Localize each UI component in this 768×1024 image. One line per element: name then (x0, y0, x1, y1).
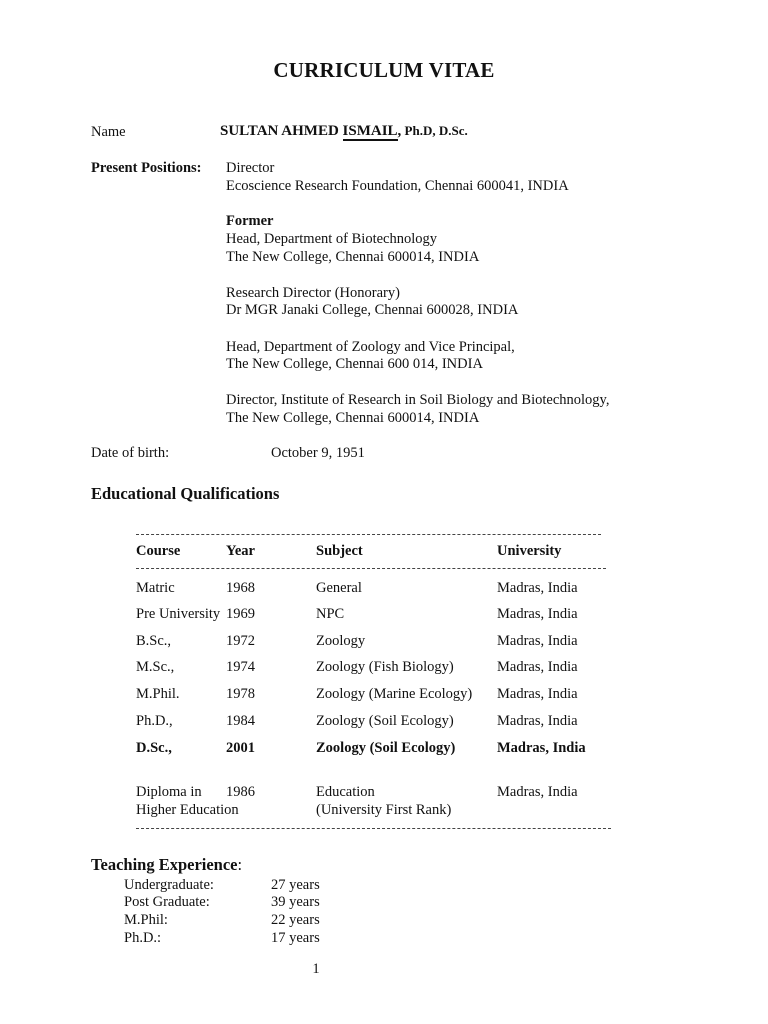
former-position-line1: Research Director (Honorary) (226, 285, 400, 301)
page-title: CURRICULUM VITAE (273, 58, 495, 82)
table-cell-subject: Zoology (Fish Biology) (316, 659, 454, 675)
teaching-level: Undergraduate: (124, 877, 214, 893)
table-cell-year: 2001 (226, 740, 255, 756)
education-heading: Educational Qualifications (91, 484, 280, 503)
table-cell-subject: Zoology (Marine Ecology) (316, 686, 473, 702)
teaching-level: Post Graduate: (124, 894, 210, 910)
former-position-line2: The New College, Chennai 600 014, INDIA (226, 356, 483, 372)
teaching-years: 22 years (271, 912, 320, 928)
table-cell-year: 1968 (226, 580, 255, 596)
table-cell-university: Madras, India (497, 606, 578, 622)
teaching-heading-colon: : (237, 855, 243, 874)
page-number: 1 (312, 961, 320, 977)
name-main: SULTAN AHMED (220, 123, 343, 139)
former-position-line2: The New College, Chennai 600014, INDIA (226, 410, 480, 426)
table-cell-subject: Education (316, 784, 375, 800)
col-header-university: University (497, 543, 562, 559)
table-cell-subject: General (316, 580, 362, 596)
table-cell-subject: Zoology (Soil Ecology) (316, 740, 456, 756)
col-header-subject: Subject (316, 543, 363, 559)
table-header-divider (136, 568, 606, 569)
former-position-line1: Head, Department of Biotechnology (226, 231, 437, 247)
table-cell-year: 1969 (226, 606, 255, 622)
former-label: Former (226, 213, 274, 229)
teaching-level: Ph.D.: (124, 930, 162, 946)
table-cell-university: Madras, India (497, 740, 586, 756)
teaching-level: M.Phil: (124, 912, 168, 928)
table-cell-year: 1984 (226, 713, 255, 729)
teaching-years: 39 years (271, 894, 320, 910)
dob-label: Date of birth: (91, 445, 170, 461)
present-position-line2: Ecoscience Research Foundation, Chennai 600041, INDIA (226, 178, 569, 194)
teaching-heading (91, 856, 242, 874)
table-cell-university: Madras, India (497, 659, 578, 675)
table-cell-university: Madras, India (497, 580, 578, 596)
table-cell-subject-line2: (University First Rank) (316, 802, 452, 818)
name-label: Name (91, 124, 126, 140)
former-position-line2: Dr MGR Janaki College, Chennai 600028, INDIA (226, 302, 519, 318)
former-position-line1: Head, Department of Zoology and Vice Principal, (226, 339, 515, 355)
col-header-year: Year (226, 543, 255, 559)
table-cell-course: M.Phil. (136, 686, 180, 702)
table-cell-university: Madras, India (497, 633, 578, 649)
table-cell-year: 1978 (226, 686, 255, 702)
table-cell-course: Diploma in (136, 784, 202, 800)
table-cell-course: Pre University (136, 606, 221, 622)
table-top-divider (136, 534, 601, 535)
name-comma: , (397, 123, 402, 139)
present-positions-label: Present Positions: (91, 160, 202, 176)
former-position-line2: The New College, Chennai 600014, INDIA (226, 249, 480, 265)
table-cell-subject: Zoology (Soil Ecology) (316, 713, 454, 729)
teaching-years: 17 years (271, 930, 320, 946)
name-degrees: Ph.D, D.Sc. (401, 123, 468, 138)
table-cell-subject: Zoology (316, 633, 366, 649)
table-cell-year: 1986 (226, 784, 255, 800)
table-cell-course: Matric (136, 580, 175, 596)
table-cell-course-line2: Higher Education (136, 802, 239, 818)
table-cell-year: 1974 (226, 659, 255, 675)
teaching-heading-text: Teaching Experience (91, 855, 238, 874)
table-cell-course: Ph.D., (136, 713, 173, 729)
person-name (220, 122, 468, 140)
table-cell-course: M.Sc., (136, 659, 175, 675)
table-cell-university: Madras, India (497, 713, 578, 729)
table-bottom-divider (136, 828, 611, 829)
name-underlined: ISMAIL (342, 123, 398, 139)
present-position-line1: Director (226, 160, 275, 176)
dob-value: October 9, 1951 (271, 445, 365, 461)
col-header-course: Course (136, 543, 181, 559)
table-cell-university: Madras, India (497, 784, 578, 800)
table-cell-course: B.Sc., (136, 633, 172, 649)
table-cell-subject: NPC (316, 606, 345, 622)
table-cell-course: D.Sc., (136, 740, 172, 756)
former-position-line1: Director, Institute of Research in Soil Biology and Biotechnology, (226, 392, 610, 408)
table-cell-year: 1972 (226, 633, 255, 649)
table-cell-university: Madras, India (497, 686, 578, 702)
teaching-years: 27 years (271, 877, 320, 893)
